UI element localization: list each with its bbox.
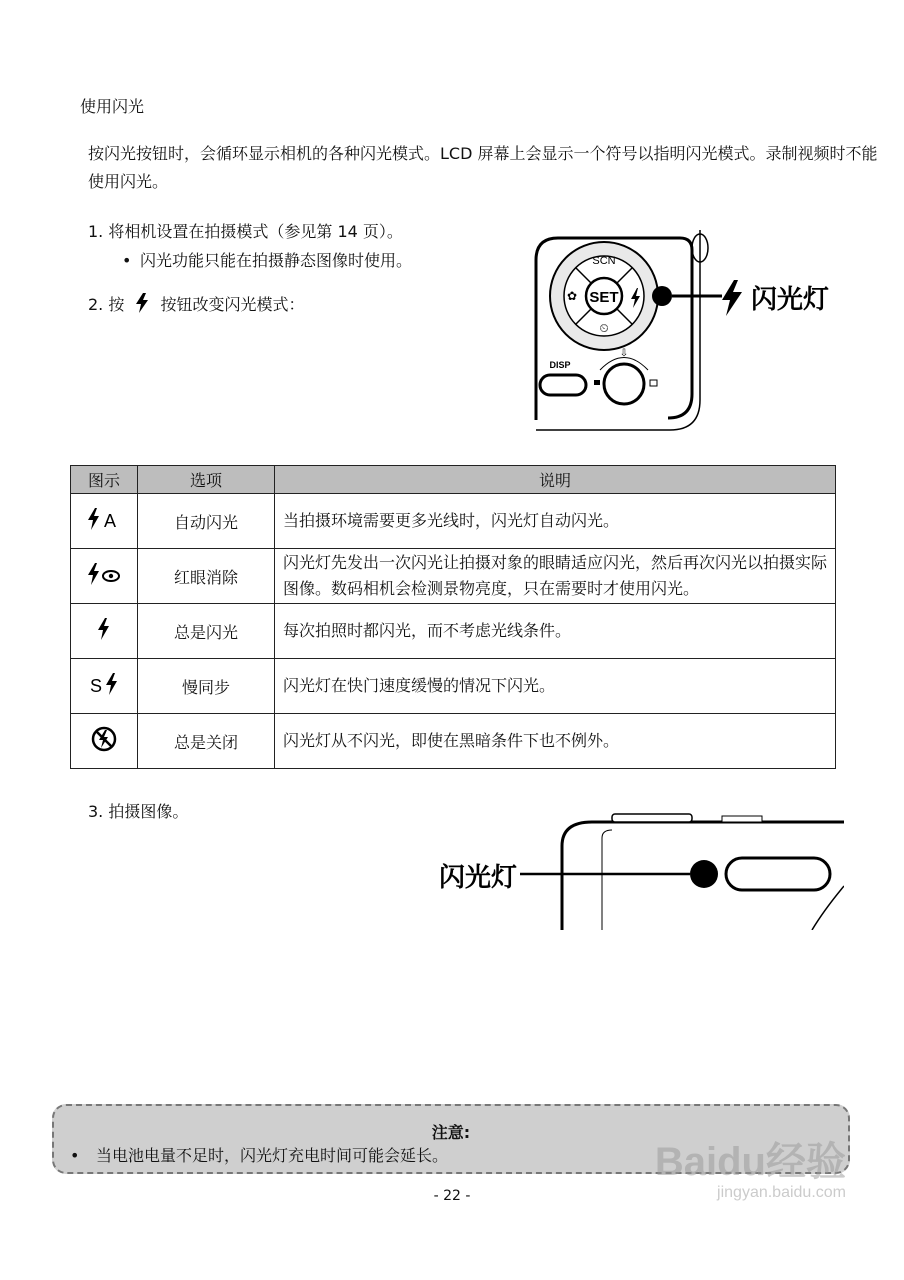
note-title: 注意: (431, 1123, 471, 1142)
baidu-watermark (655, 1140, 846, 1202)
flash-off-icon (90, 725, 118, 753)
row-description: 闪光灯先发出一次闪光让拍摄对象的眼睛适应闪光，然后再次闪光以拍摄实际图像。数码相机会检测景物亮度，只在需要时才使用闪光。 (275, 549, 836, 604)
video-mode-icon (594, 380, 600, 385)
watermark-url: jingyan.baidu.com (717, 1184, 846, 1201)
flash-icon (135, 293, 149, 313)
note-item-text: 当电池电量不足时，闪光灯充电时间可能会延长。 (96, 1146, 449, 1165)
set-label: SET (589, 289, 619, 306)
row-icon-cell (71, 604, 138, 659)
table-row (71, 494, 836, 549)
row-description: 当拍摄环境需要更多光线时，闪光灯自动闪光。 (275, 494, 836, 549)
row-option: 自动闪光 (138, 494, 275, 549)
step-2-suffix: 按钮改变闪光模式： (160, 295, 305, 314)
table-row (71, 604, 836, 659)
camera-back-drawing (530, 220, 840, 438)
table-header-row (71, 466, 836, 494)
step-2 (88, 293, 305, 315)
camera-mode-icon (650, 380, 657, 386)
intro-paragraph: 按闪光按钮时，会循环显示相机的各种闪光模式。LCD 屏幕上会显示一个符号以指明闪光模式。录制视频时不能使用闪光。 (88, 144, 878, 191)
shutter-button[interactable] (604, 364, 644, 404)
note-item (70, 1146, 448, 1166)
row-icon-cell (71, 549, 138, 604)
flash-auto-icon (86, 506, 122, 532)
table-row (71, 714, 836, 769)
self-timer-icon: ⏲ (599, 321, 609, 335)
download-icon: ⇩ (619, 348, 629, 359)
svg-text:A: A (103, 511, 117, 531)
flash-slow-sync-icon (86, 671, 122, 697)
row-icon-cell (71, 659, 138, 714)
scn-button[interactable] (592, 255, 615, 267)
camera-front-figure (432, 806, 844, 930)
row-option: 红眼消除 (138, 549, 275, 604)
header-icon: 图示 (71, 466, 138, 494)
flash-label: 闪光灯 (750, 285, 830, 315)
scn-label: SCN (592, 255, 616, 267)
header-description: 说明 (275, 466, 836, 494)
flash-red-eye-icon (86, 561, 122, 587)
flash-label-icon (722, 280, 742, 316)
step-1-bullet-text: 闪光功能只能在拍摄静态图像时使用。 (140, 251, 413, 270)
flash-on-icon (94, 616, 114, 642)
disp-label: DISP (549, 360, 571, 370)
page-number: - 22 - (433, 1188, 471, 1204)
row-description: 闪光灯在快门速度缓慢的情况下闪光。 (275, 659, 836, 714)
camera-back-figure (530, 220, 840, 438)
step-3: 3. 拍摄图像。 (88, 802, 189, 821)
row-description: 每次拍照时都闪光，而不考虑光线条件。 (275, 604, 836, 659)
step-1: 1. 将相机设置在拍摄模式（参见第 14 页）。 (88, 222, 403, 241)
step-1-bullet (122, 251, 412, 271)
flash-label-2: 闪光灯 (438, 863, 518, 893)
bullet-icon: • (70, 1146, 80, 1165)
bullet-icon: • (122, 251, 132, 270)
row-icon-cell (71, 494, 138, 549)
step-2-prefix: 2. 按 (88, 295, 125, 314)
svg-text:S: S (89, 676, 103, 696)
flash-modes-table (70, 465, 836, 769)
row-option: 总是关闭 (138, 714, 275, 769)
header-option: 选项 (138, 466, 275, 494)
row-description: 闪光灯从不闪光，即使在黑暗条件下也不例外。 (275, 714, 836, 769)
table-row (71, 659, 836, 714)
section-title: 使用闪光 (80, 97, 145, 116)
watermark-brand: Baidu经验 (654, 1140, 846, 1184)
table-row (71, 549, 836, 604)
row-option: 慢同步 (138, 659, 275, 714)
row-option: 总是闪光 (138, 604, 275, 659)
macro-icon: ✿ (566, 289, 578, 303)
camera-front-drawing (432, 806, 844, 930)
disp-button[interactable] (540, 375, 586, 395)
set-button[interactable] (589, 289, 618, 306)
row-icon-cell (71, 714, 138, 769)
